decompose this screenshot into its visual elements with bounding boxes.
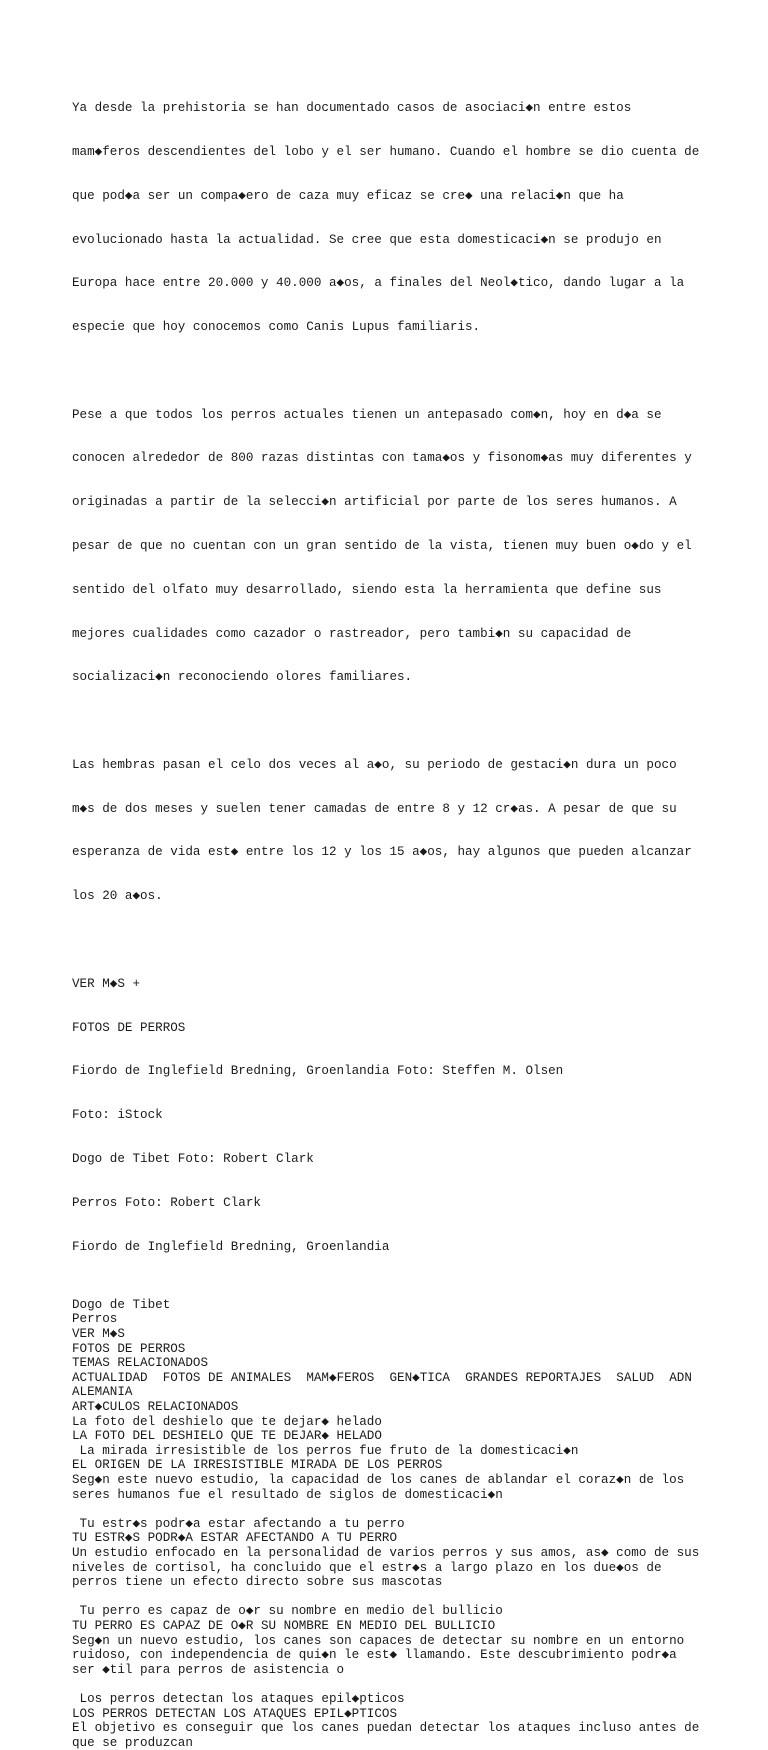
text-line: mam◆feros descendientes del lobo y el ser humano. Cuando el hombre se dio cuenta de — [72, 144, 700, 159]
article-summary: El objetivo es conseguir que los canes puedan detectar los ataques incluso antes de — [72, 1721, 700, 1736]
text-line: Ya desde la prehistoria se han documentado casos de asociaci◆n entre estos — [72, 101, 632, 116]
article-summary: ruidoso, con independencia de qui◆n le est◆ llamando. Este descubrimiento podr◆a — [72, 1648, 677, 1663]
spacer — [72, 1502, 698, 1517]
article-summary: Seg◆n un nuevo estudio, los canes son capaces de detectar su nombre en un entorno — [72, 1633, 685, 1648]
tag-link[interactable]: ADN — [669, 1370, 692, 1385]
article-link[interactable]: Tu estr◆s podr◆a estar afectando a tu perro — [72, 1516, 405, 1531]
article-title[interactable]: EL ORIGEN DE LA IRRESISTIBLE MIRADA DE LOS PERROS — [72, 1458, 443, 1473]
article-link[interactable]: Tu perro es capaz de o◆r su nombre en medio del bullicio — [72, 1604, 503, 1619]
tag-link[interactable]: GEN◆TICA — [389, 1370, 450, 1385]
paragraph-razas — [72, 378, 698, 714]
photo-caption: Fiordo de Inglefield Bredning, Groenlandia — [72, 1239, 390, 1254]
photo-caption: Dogo de Tibet Foto: Robert Clark — [72, 1151, 314, 1166]
text-line: socializaci◆n reconociendo olores familiares. — [72, 670, 413, 685]
article-summary: perros tiene un efecto directo sobre sus mascotas — [72, 1575, 443, 1590]
text-line: Las hembras pasan el celo dos veces al a◆o, su periodo de gestaci◆n dura un poco — [72, 757, 677, 772]
ver-mas-link[interactable]: VER M◆S — [72, 1327, 125, 1342]
paragraph-prehistoria — [72, 72, 698, 364]
text-line: que pod◆a ser un compa◆ero de caza muy eficaz se cre◆ una relaci◆n que ha — [72, 188, 624, 203]
text-line: los 20 a◆os. — [72, 889, 163, 904]
article-title[interactable]: TU ESTR◆S PODR◆A ESTAR AFECTANDO A TU PERRO — [72, 1531, 398, 1546]
article-summary: que se produzcan — [72, 1735, 193, 1750]
article-summary: ser ◆til para perros de asistencia o — [72, 1662, 345, 1677]
gallery-title: FOTOS DE PERROS — [72, 1020, 186, 1035]
spacer — [72, 1677, 698, 1692]
article-summary: Un estudio enfocado en la personalidad de varios perros y sus amos, as◆ como de sus — [72, 1545, 700, 1560]
gallery-title: FOTOS DE PERROS — [72, 1341, 186, 1356]
tag-link[interactable]: ACTUALIDAD — [72, 1370, 148, 1385]
photo-caption: Foto: iStock — [72, 1108, 163, 1123]
spacer — [72, 1590, 698, 1605]
tag-link[interactable]: SALUD — [616, 1370, 655, 1385]
text-line: sentido del olfato muy desarrollado, siendo esta la herramienta que define sus — [72, 582, 662, 597]
text-line: Pese a que todos los perros actuales tienen un antepasado com◆n, hoy en d◆a se — [72, 407, 662, 422]
text-line: originadas a partir de la selecci◆n artificial por parte de los seres humanos. A — [72, 495, 677, 510]
tag-link[interactable]: FOTOS DE ANIMALES — [162, 1370, 292, 1385]
photo-caption: Fiordo de Inglefield Bredning, Groenlandia Foto: Steffen M. Olsen — [72, 1064, 564, 1079]
related-articles-heading: ART◆CULOS RELACIONADOS — [72, 1400, 239, 1415]
article-title[interactable]: LOS PERROS DETECTAN LOS ATAQUES EPIL◆PTICOS — [72, 1706, 397, 1721]
related-block — [72, 1298, 698, 1750]
tag-link[interactable]: GRANDES REPORTAJES — [465, 1370, 602, 1385]
text-line: m◆s de dos meses y suelen tener camadas de entre 8 y 12 cr◆as. A pesar de que su — [72, 801, 677, 816]
text-line: Europa hace entre 20.000 y 40.000 a◆os, a finales del Neol◆tico, dando lugar a la — [72, 276, 685, 291]
article-summary: niveles de cortisol, ha concluido que el estr◆s a largo plazo en los due◆os de — [72, 1560, 662, 1575]
text-line: especie que hoy conocemos como Canis Lupus familiaris. — [72, 320, 481, 335]
article-title[interactable]: TU PERRO ES CAPAZ DE O◆R SU NOMBRE EN MEDIO DEL BULLICIO — [72, 1618, 496, 1633]
tag-link[interactable]: ALEMANIA — [72, 1385, 133, 1400]
article-link[interactable]: La mirada irresistible de los perros fue fruto de la domesticaci◆n — [72, 1443, 579, 1458]
article-summary: Seg◆n este nuevo estudio, la capacidad de los canes de ablandar el coraz◆n de los — [72, 1473, 685, 1487]
text-line: mejores cualidades como cazador o rastreador, pero tambi◆n su capacidad de — [72, 626, 632, 641]
text-line: esperanza de vida est◆ entre los 12 y los 15 a◆os, hay algunos que pueden alcanzar — [72, 845, 692, 860]
article-summary: seres humanos fue el resultado de siglos de domesticaci◆n — [72, 1487, 503, 1502]
gallery-block — [72, 948, 698, 1284]
article-link[interactable]: La foto del deshielo que te dejar◆ helado — [72, 1414, 382, 1429]
photo-caption: Perros — [72, 1312, 118, 1327]
text-line: pesar de que no cuentan con un gran sentido de la vista, tienen muy buen o◆do y el — [72, 539, 692, 553]
related-topics-heading: TEMAS RELACIONADOS — [72, 1356, 209, 1371]
topic-tags — [72, 1371, 698, 1386]
tag-link[interactable]: MAM◆FEROS — [306, 1370, 375, 1385]
article-title[interactable]: LA FOTO DEL DESHIELO QUE TE DEJAR◆ HELADO — [72, 1429, 382, 1444]
text-line: conocen alrededor de 800 razas distintas con tama◆os y fisonom◆as muy diferentes y — [72, 451, 692, 466]
ver-mas-link[interactable]: VER M◆S + — [72, 976, 141, 991]
photo-caption: Perros Foto: Robert Clark — [72, 1195, 261, 1210]
article-link[interactable]: Los perros detectan los ataques epil◆pticos — [72, 1691, 405, 1706]
text-line: evolucionado hasta la actualidad. Se cree que esta domesticaci◆n se produjo en — [72, 232, 662, 247]
paragraph-hembras — [72, 729, 698, 933]
photo-caption: Dogo de Tibet — [72, 1297, 171, 1312]
